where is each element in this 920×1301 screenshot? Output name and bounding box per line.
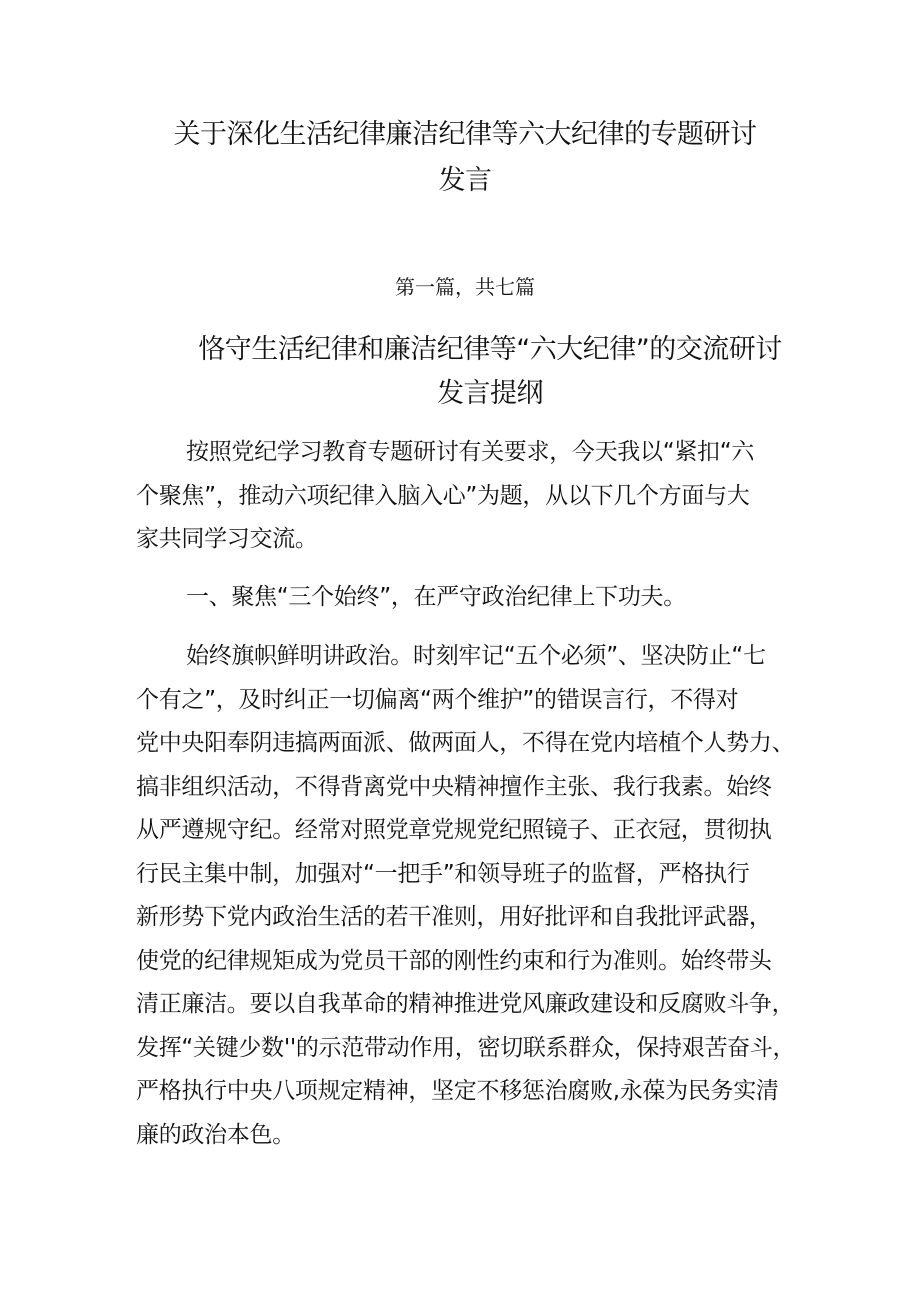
section-label: 第一篇，共七篇 [395,275,535,299]
paragraph-line: 家共同学习交流。 [136,526,318,552]
paragraph-line: 搞非组织活动，不得背离党中央精神擅作主张、我行我素。始终 [136,773,772,800]
paragraph-line: 清正廉洁。要以自我革命的精神推进党风廉政建设和反腐败斗争， [136,991,795,1017]
paragraph-line: 发挥“关键少数''的示范带动作用，密切联系群众，保持艰苦奋斗， [136,1034,796,1061]
paragraph-line: 一、聚焦“三个始终”，在严守政治纪律上下功夫。 [186,584,686,610]
paragraph-line: 使党的纪律规矩成为党员干部的刚性约束和行为准则。始终带头 [136,947,772,974]
paragraph-line: 行民主集中制，加强对“一把手”和领导班子的监督，严格执行 [136,860,750,887]
section-subtitle [150,328,830,416]
paragraph-line: 个有之”，及时纠正一切偏离“两个维护”的错误言行，不得对 [136,686,739,713]
paragraph-line: 始终旗帜鲜明讲政治。时刻牢记“五个必须”、坚决防止“七 [186,643,766,669]
paragraph-line: 党中央阳奉阴违搞两面派、做两面人，不得在党内培植个人势力、 [136,730,795,756]
paragraph-line: 廉的政治本色。 [136,1121,295,1148]
section-heading-paragraph [136,576,792,620]
document-title-line: 发言 [438,165,492,196]
section-subtitle-line: 发言提纲 [437,378,543,409]
intro-paragraph [136,431,792,562]
paragraph-line: 从严遵规守纪。经常对照党章党规党纪照镜子、正衣冠，贯彻执 [136,817,772,843]
document-title-line: 关于深化生活纪律廉洁纪律等六大纪律的专题研讨 [173,119,757,150]
paragraph-line: 严格执行中央八项规定精神，坚定不移惩治腐败,永葆为民务实清 [136,1078,779,1104]
document-title [120,112,810,204]
paragraph-line: 新形势下党内政治生活的若干准则，用好批评和自我批评武器， [136,904,772,930]
body-paragraph [136,635,796,1157]
paragraph-line: 按照党纪学习教育专题研讨有关要求，今天我以“紧扣“六 [186,439,755,465]
paragraph-line: 个聚焦”，推动六项纪律入脑入心”为题，从以下几个方面与大 [136,482,750,509]
section-subtitle-line: 恪守生活纪律和廉洁纪律等“六大纪律”的交流研讨 [198,334,782,365]
